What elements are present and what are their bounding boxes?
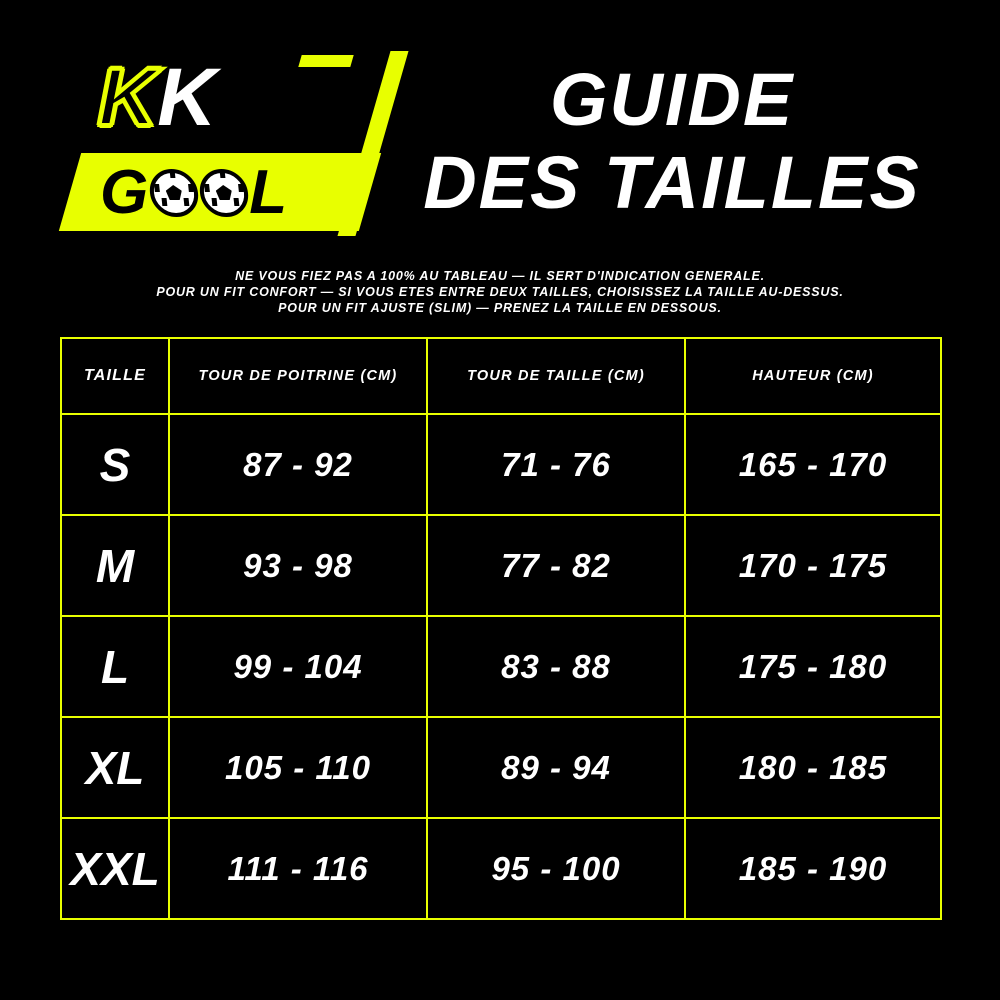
note-line-2: POUR UN FIT CONFORT — SI VOUS ETES ENTRE DEUX TAILLES, CHOISISSEZ LA TAILLE AU-DESSUS.	[156, 285, 844, 299]
cell-waist: 89 - 94	[427, 717, 685, 818]
cell-size: XL	[61, 717, 169, 818]
note-line-1: NE VOUS FIEZ PAS A 100% AU TABLEAU — IL SERT D'INDICATION GENERALE.	[235, 269, 765, 283]
cell-waist: 71 - 76	[427, 414, 685, 515]
cell-waist: 95 - 100	[427, 818, 685, 919]
size-table-head	[61, 338, 941, 414]
cell-size: M	[61, 515, 169, 616]
cell-waist: 77 - 82	[427, 515, 685, 616]
soccer-ball-icon	[198, 169, 251, 217]
cell-chest: 99 - 104	[169, 616, 427, 717]
table-row	[61, 414, 941, 515]
soccer-ball-icon	[148, 169, 201, 217]
page-title-line2: DES TAILLES	[423, 141, 921, 224]
logo-letter-l: L	[249, 158, 289, 227]
size-table-body	[61, 414, 941, 919]
cell-height: 165 - 170	[685, 414, 941, 515]
logo-letter-k-solid: K	[157, 52, 215, 143]
cell-chest: 111 - 116	[169, 818, 427, 919]
table-row	[61, 717, 941, 818]
cell-chest: 87 - 92	[169, 414, 427, 515]
notes-block	[0, 268, 1000, 316]
header-waist: TOUR DE TAILLE (CM)	[427, 338, 685, 414]
page-title-line1: GUIDE	[549, 58, 795, 141]
cell-height: 185 - 190	[685, 818, 941, 919]
logo-kk-row	[98, 52, 215, 143]
logo-letter-k-outline: K	[98, 52, 156, 143]
note-line-3: POUR UN FIT AJUSTE (SLIM) — PRENEZ LA TAILLE EN DESSOUS.	[278, 301, 722, 315]
cell-size: L	[61, 616, 169, 717]
table-header-row	[61, 338, 941, 414]
page-title	[392, 58, 952, 224]
cell-waist: 83 - 88	[427, 616, 685, 717]
logo-letter-g: G	[100, 158, 150, 227]
table-row	[61, 818, 941, 919]
size-table	[60, 337, 942, 920]
table-row	[61, 616, 941, 717]
cell-height: 180 - 185	[685, 717, 941, 818]
size-table-container	[60, 337, 940, 920]
logo-slash-top-icon	[298, 55, 353, 67]
cell-height: 170 - 175	[685, 515, 941, 616]
cell-size: XXL	[61, 818, 169, 919]
cell-chest: 105 - 110	[169, 717, 427, 818]
cell-chest: 93 - 98	[169, 515, 427, 616]
header-height: HAUTEUR (CM)	[685, 338, 941, 414]
brand-logo	[70, 45, 400, 240]
header	[0, 0, 1000, 265]
logo-gool-text	[100, 158, 380, 227]
table-row	[61, 515, 941, 616]
header-taille: TAILLE	[61, 338, 169, 414]
cell-size: S	[61, 414, 169, 515]
cell-height: 175 - 180	[685, 616, 941, 717]
header-chest: TOUR DE POITRINE (CM)	[169, 338, 427, 414]
